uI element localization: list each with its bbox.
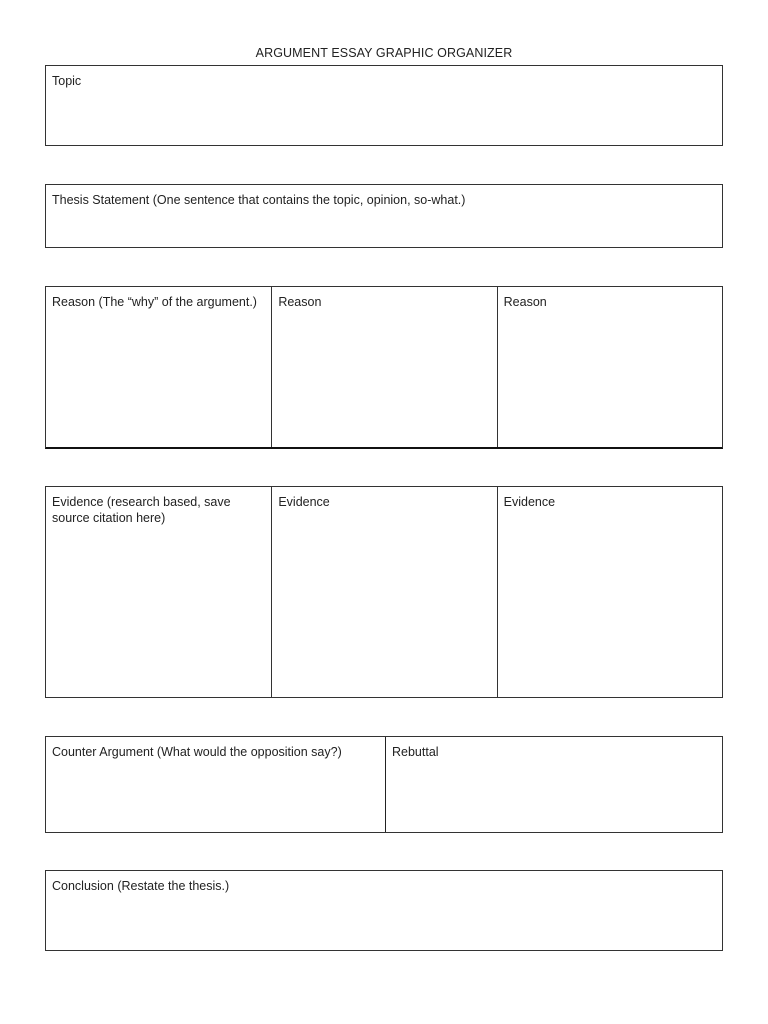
evidence-label-3: Evidence	[503, 495, 556, 509]
counter-argument-cell[interactable]	[46, 737, 385, 832]
reason-cell-1[interactable]	[46, 287, 271, 447]
reason-label-2: Reason	[278, 295, 322, 309]
conclusion-label: Conclusion (Restate the thesis.)	[52, 879, 230, 893]
thesis-box[interactable]	[45, 184, 723, 248]
topic-box[interactable]	[45, 65, 723, 146]
evidence-label-1: Evidence (research based, save source citation here)	[52, 495, 231, 525]
conclusion-box[interactable]	[45, 870, 723, 951]
reason-label-3: Reason	[503, 295, 547, 309]
evidence-cell-2[interactable]	[271, 487, 496, 697]
reason-cell-3[interactable]	[497, 287, 722, 447]
evidence-cell-1[interactable]	[46, 487, 271, 697]
thesis-label: Thesis Statement (One sentence that contains the topic, opinion, so-what.)	[52, 193, 466, 207]
rebuttal-label: Rebuttal	[392, 745, 439, 759]
reason-cell-2[interactable]	[271, 287, 496, 447]
rebuttal-cell[interactable]	[385, 737, 722, 832]
topic-label: Topic	[52, 74, 82, 88]
page-title: ARGUMENT ESSAY GRAPHIC ORGANIZER	[255, 46, 513, 60]
reason-label-1: Reason (The “why” of the argument.)	[52, 295, 257, 309]
evidence-table	[45, 486, 723, 698]
reasons-table	[45, 286, 723, 449]
counter-argument-label: Counter Argument (What would the opposition say?)	[52, 745, 342, 759]
evidence-label-2: Evidence	[278, 495, 330, 509]
counter-rebuttal-table	[45, 736, 723, 833]
evidence-cell-3[interactable]	[497, 487, 722, 697]
